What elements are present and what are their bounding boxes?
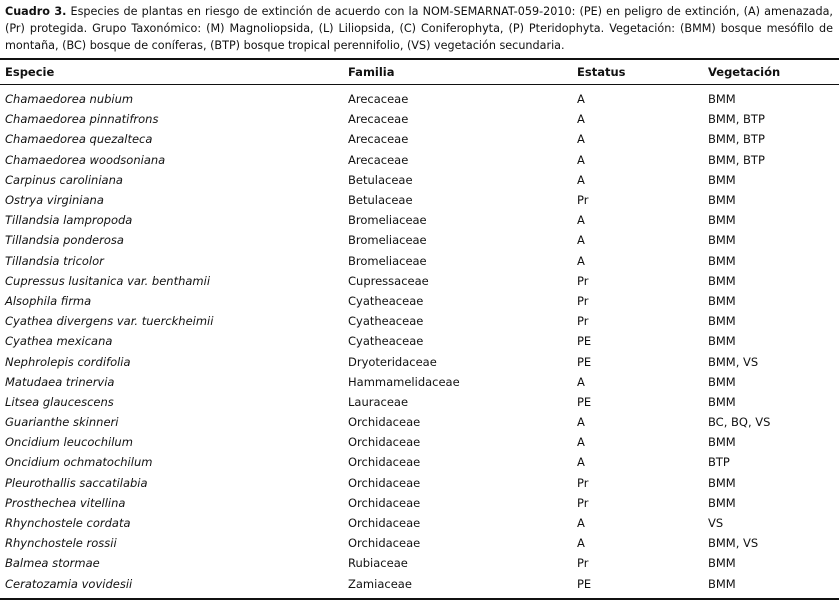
cell-especie: Nephrolepis cordifolia [5, 354, 131, 369]
cell-estatus: Pr [577, 495, 589, 510]
cell-estatus: A [577, 415, 585, 430]
cell-estatus: A [577, 213, 585, 228]
cell-familia: Cupressaceae [348, 273, 429, 288]
cell-familia: Betulaceae [348, 193, 413, 208]
cell-estatus: A [577, 233, 585, 248]
table-row [0, 230, 839, 250]
cell-familia: Rubiaceae [348, 556, 408, 571]
cell-estatus: A [577, 516, 585, 531]
cell-familia: Bromeliaceae [348, 233, 427, 248]
table-row [0, 129, 839, 149]
table-row [0, 553, 839, 573]
species-table [0, 89, 839, 594]
cell-estatus: A [577, 435, 585, 450]
cell-vegetacion: BTP [708, 455, 730, 470]
cell-vegetacion: BMM [708, 334, 736, 349]
cell-estatus: A [577, 152, 585, 167]
cell-vegetacion: BMM [708, 213, 736, 228]
cell-especie: Oncidium leucochilum [5, 435, 133, 450]
cell-familia: Orchidaceae [348, 516, 421, 531]
table-row [0, 372, 839, 392]
cell-estatus: Pr [577, 475, 589, 490]
cell-estatus: A [577, 253, 585, 268]
cell-familia: Arecaceae [348, 152, 409, 167]
cell-vegetacion: BMM, BTP [708, 152, 765, 167]
cell-estatus: A [577, 112, 585, 127]
cell-vegetacion: BMM [708, 394, 736, 409]
cell-especie: Rhynchostele rossii [5, 536, 117, 551]
caption-text: Especies de plantas en riesgo de extinción de acuerdo con la NOM-SEMARNAT-059-2010: (PE) en peligro de extinción, (A) amenazada, (Pr) protegida. Grupo Taxonómico: (M) Magnoliopsida, (L) Liliopsida, (C) Coniferophyta, (P) Pteridophyta. Vegetación: (BMM) bosque mesófilo de montaña, (BC) bosque de coníferas, (BTP) bosque tropical perennifolio, (VS) vegetación secundaria. [5, 5, 833, 52]
table-row [0, 493, 839, 513]
cell-familia: Arecaceae [348, 132, 409, 147]
cell-estatus: PE [577, 354, 592, 369]
bottom-rule [0, 598, 839, 600]
cell-familia: Arecaceae [348, 92, 409, 107]
cell-estatus: A [577, 374, 585, 389]
cell-estatus: Pr [577, 556, 589, 571]
cell-especie: Guarianthe skinneri [5, 415, 119, 430]
table-row [0, 190, 839, 210]
cell-vegetacion: BMM, VS [708, 536, 759, 551]
cell-familia: Orchidaceae [348, 475, 421, 490]
cell-especie: Cupressus lusitanica var. benthamii [5, 273, 211, 288]
cell-estatus: A [577, 455, 585, 470]
cell-estatus: Pr [577, 193, 589, 208]
cell-estatus: PE [577, 576, 592, 591]
table-row [0, 452, 839, 472]
cell-familia: Orchidaceae [348, 536, 421, 551]
header-rule [0, 84, 839, 85]
cell-vegetacion: BMM [708, 495, 736, 510]
table-row [0, 473, 839, 493]
cell-especie: Matudaea trinervia [5, 374, 115, 389]
cell-estatus: PE [577, 394, 592, 409]
cell-estatus: Pr [577, 314, 589, 329]
cell-familia: Orchidaceae [348, 435, 421, 450]
table-header [0, 59, 839, 84]
cell-vegetacion: BMM [708, 172, 736, 187]
cell-familia: Betulaceae [348, 172, 413, 187]
cell-estatus: A [577, 92, 585, 107]
cell-vegetacion: BMM [708, 293, 736, 308]
table-caption [5, 3, 833, 54]
cell-vegetacion: VS [708, 516, 724, 531]
cell-vegetacion: BMM [708, 273, 736, 288]
header-estatus: Estatus [577, 65, 626, 79]
cell-familia: Bromeliaceae [348, 213, 427, 228]
cell-especie: Carpinus caroliniana [5, 172, 123, 187]
cell-estatus: A [577, 132, 585, 147]
cell-familia: Zamiaceae [348, 576, 412, 591]
cell-estatus: A [577, 536, 585, 551]
header-especie: Especie [5, 65, 55, 79]
header-familia: Familia [348, 65, 395, 79]
cell-especie: Chamaedorea quezalteca [5, 132, 153, 147]
cell-estatus: A [577, 172, 585, 187]
cell-familia: Lauraceae [348, 394, 409, 409]
cell-especie: Pleurothallis saccatilabia [5, 475, 148, 490]
cell-vegetacion: BC, BQ, VS [708, 415, 771, 430]
cell-vegetacion: BMM [708, 475, 736, 490]
cell-vegetacion: BMM [708, 556, 736, 571]
cell-especie: Rhynchostele cordata [5, 516, 131, 531]
cell-vegetacion: BMM, VS [708, 354, 759, 369]
cell-especie: Tillandsia lampropoda [5, 213, 133, 228]
cell-especie: Oncidium ochmatochilum [5, 455, 153, 470]
table-row [0, 513, 839, 533]
cell-especie: Litsea glaucescens [5, 394, 114, 409]
cell-vegetacion: BMM [708, 233, 736, 248]
table-row [0, 432, 839, 452]
table-row [0, 89, 839, 109]
cell-familia: Dryoteridaceae [348, 354, 437, 369]
cell-vegetacion: BMM, BTP [708, 132, 765, 147]
table-row [0, 392, 839, 412]
cell-vegetacion: BMM [708, 435, 736, 450]
table-row [0, 412, 839, 432]
cell-familia: Orchidaceae [348, 495, 421, 510]
table-row [0, 251, 839, 271]
table-row [0, 210, 839, 230]
cell-familia: Bromeliaceae [348, 253, 427, 268]
table-row [0, 109, 839, 129]
cell-vegetacion: BMM, BTP [708, 112, 765, 127]
table-row [0, 351, 839, 371]
cell-especie: Prosthechea vitellina [5, 495, 126, 510]
cell-familia: Cyatheaceae [348, 314, 424, 329]
table-row [0, 291, 839, 311]
cell-especie: Tillandsia ponderosa [5, 233, 124, 248]
cell-especie: Chamaedorea woodsoniana [5, 152, 166, 167]
cell-especie: Cyathea mexicana [5, 334, 113, 349]
cell-familia: Cyatheaceae [348, 334, 424, 349]
table-row [0, 331, 839, 351]
cell-estatus: Pr [577, 293, 589, 308]
cell-estatus: Pr [577, 273, 589, 288]
table-row [0, 150, 839, 170]
table-row [0, 311, 839, 331]
cell-familia: Orchidaceae [348, 455, 421, 470]
cell-especie: Cyathea divergens var. tuerckheimii [5, 314, 214, 329]
cell-especie: Balmea stormae [5, 556, 100, 571]
cell-estatus: PE [577, 334, 592, 349]
header-vegetacion: Vegetación [708, 65, 781, 79]
cell-especie: Ostrya virginiana [5, 193, 104, 208]
cell-familia: Cyatheaceae [348, 293, 424, 308]
cell-especie: Alsophila firma [5, 293, 92, 308]
cell-vegetacion: BMM [708, 374, 736, 389]
cell-especie: Chamaedorea pinnatifrons [5, 112, 159, 127]
cell-vegetacion: BMM [708, 576, 736, 591]
cell-especie: Chamaedorea nubium [5, 92, 134, 107]
table-row [0, 170, 839, 190]
cell-especie: Tillandsia tricolor [5, 253, 104, 268]
cell-especie: Ceratozamia vovidesii [5, 576, 133, 591]
cell-familia: Orchidaceae [348, 415, 421, 430]
table-row [0, 574, 839, 594]
cell-familia: Arecaceae [348, 112, 409, 127]
cell-vegetacion: BMM [708, 92, 736, 107]
cell-vegetacion: BMM [708, 253, 736, 268]
table-row [0, 533, 839, 553]
cell-vegetacion: BMM [708, 314, 736, 329]
cell-vegetacion: BMM [708, 193, 736, 208]
cell-familia: Hammamelidaceae [348, 374, 460, 389]
caption-label: Cuadro 3. [5, 5, 67, 18]
species-table-body [0, 89, 839, 594]
table-row [0, 271, 839, 291]
